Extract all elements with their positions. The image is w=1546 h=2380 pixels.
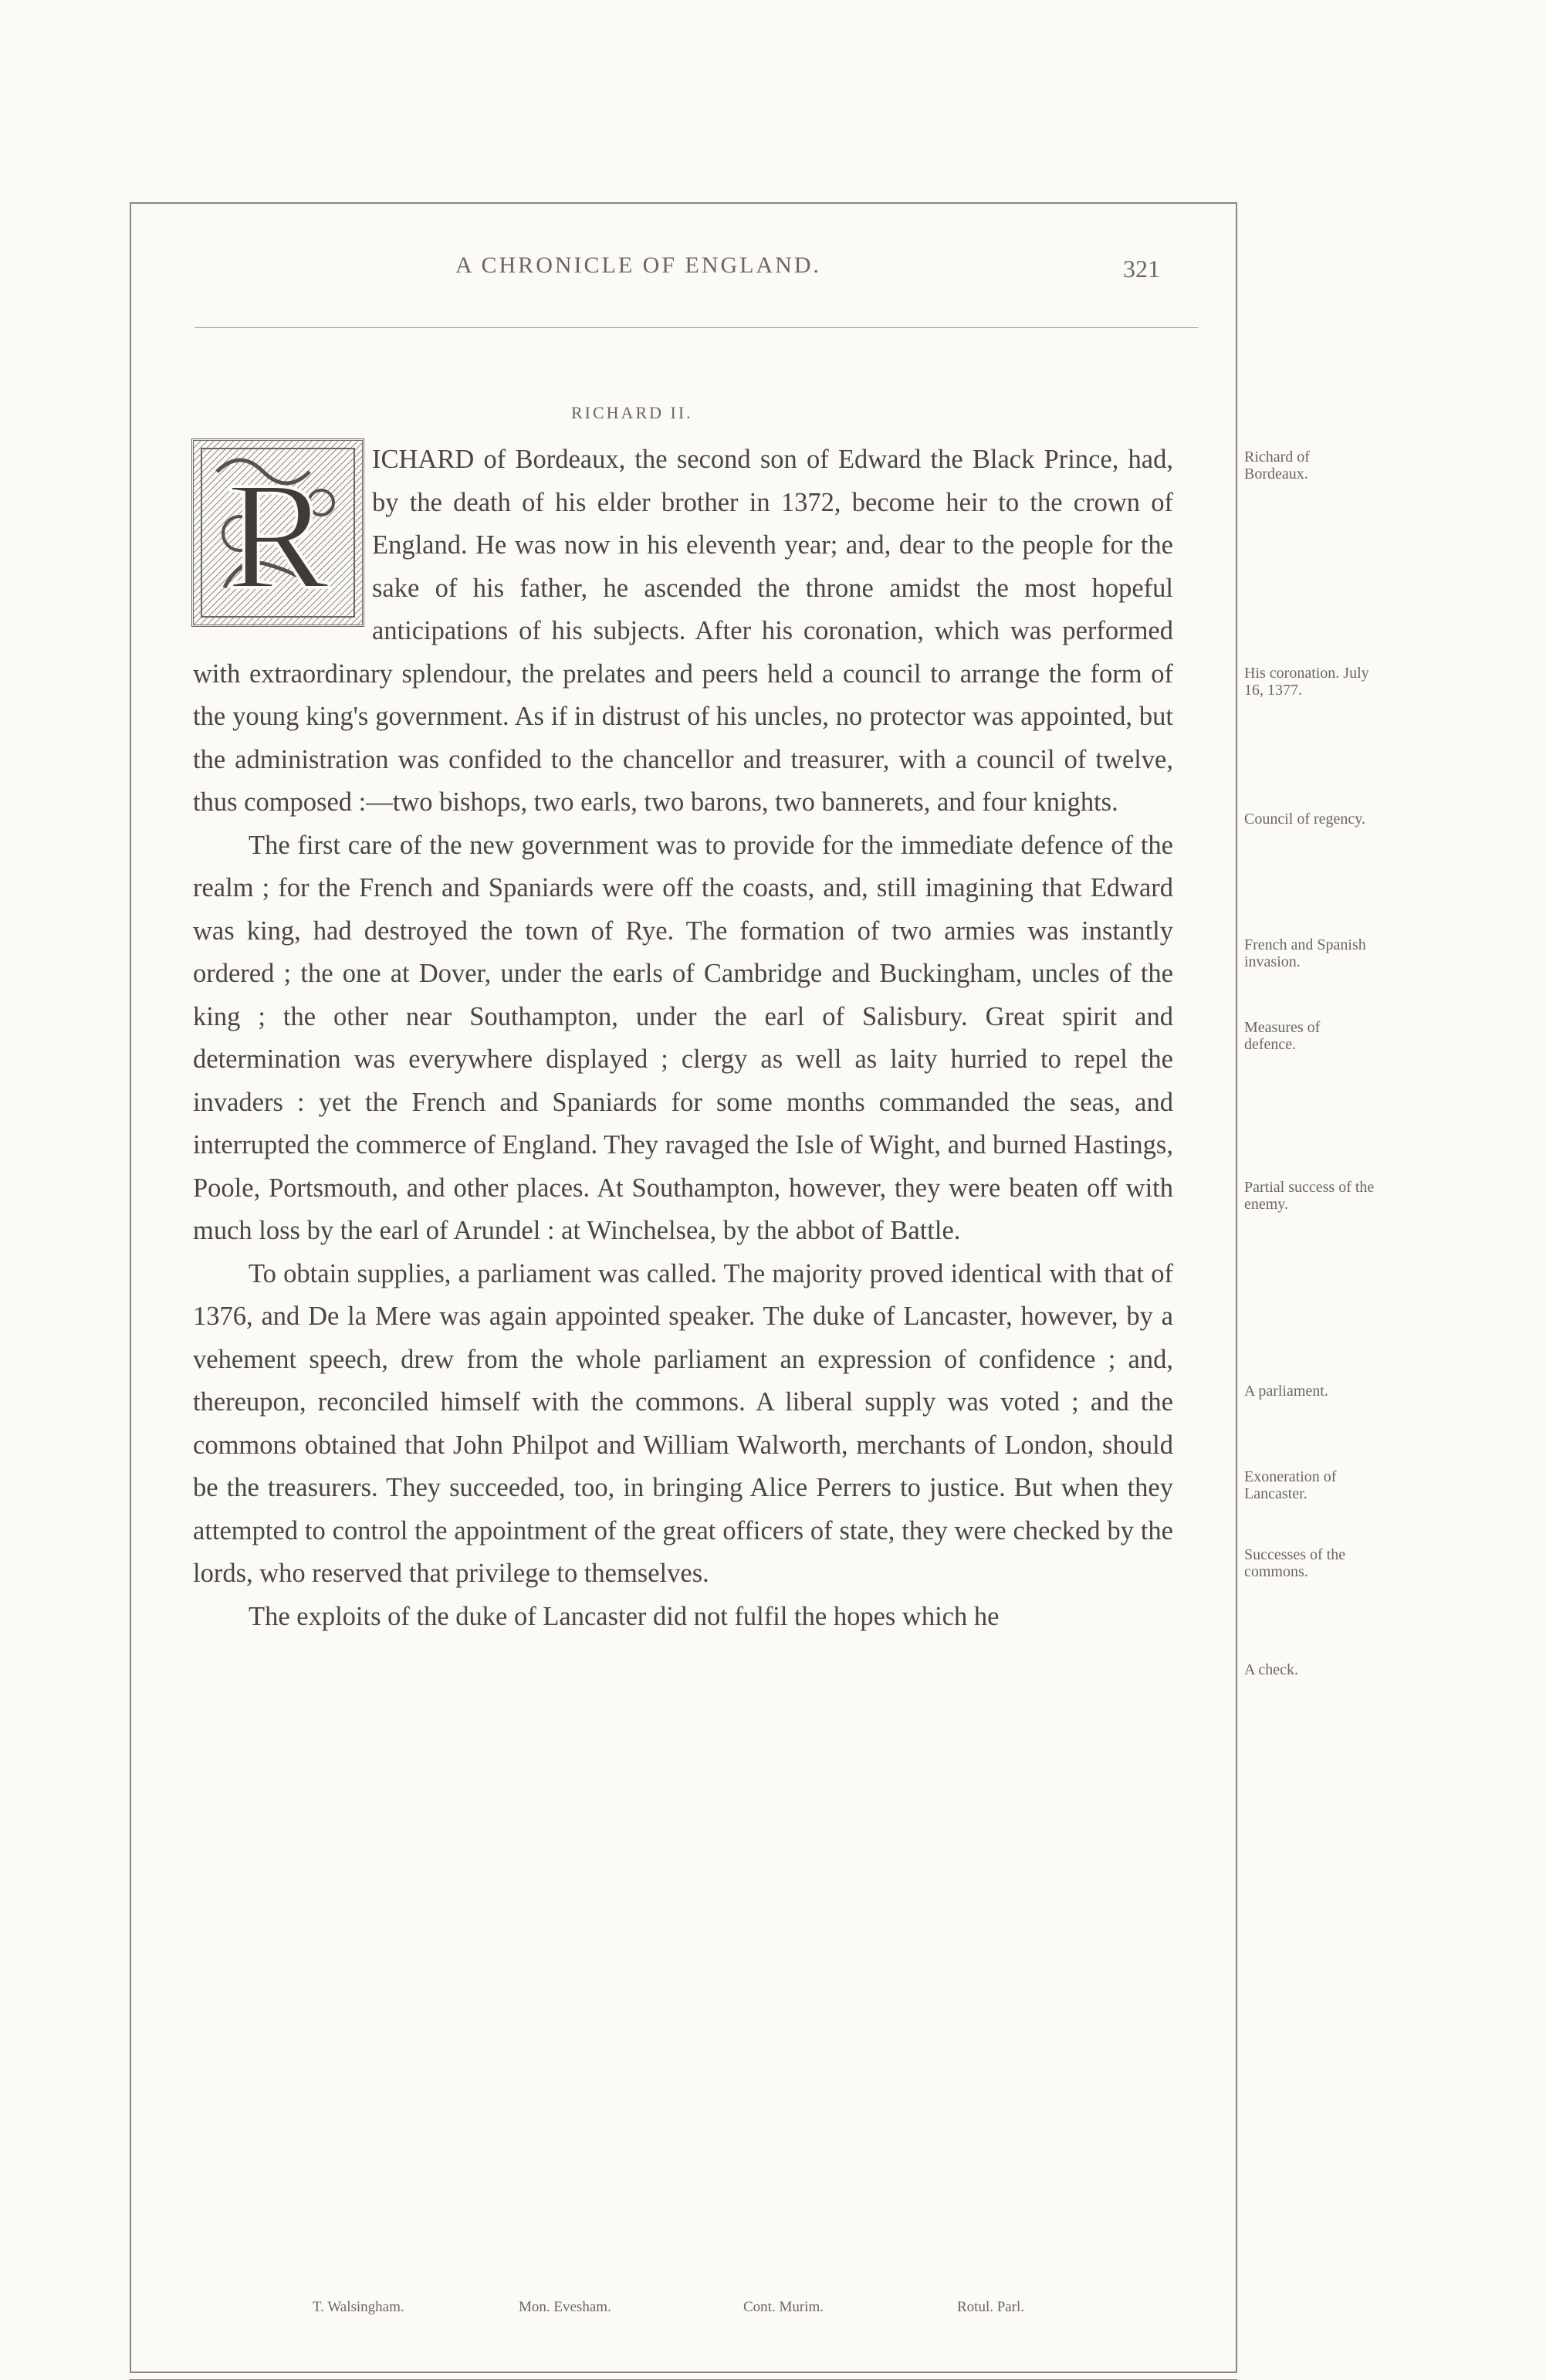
sidenote-richard-of-bordeaux: Richard of Bordeaux. — [1244, 449, 1310, 482]
sidenote-partial-success: Partial success of the enemy. — [1244, 1179, 1375, 1213]
sidenote-french-spanish-invasion: French and Spanish invasion. — [1244, 936, 1366, 970]
frame-top-rule — [130, 202, 1237, 204]
frame-right-rule — [1236, 202, 1237, 2372]
paragraph-3: To obtain supplies, a parliament was called. The majority proved identical with that of 1376, and De la Mere was again appointed speaker. The duke of Lancaster, however, by a vehement speech, drew from the whole parliament an expression of confidence ; and, thereupon, reconciled himself with the commons. A liberal supply was voted ; and the commons obtained that John Philpot and William Walworth, merchants of London, should be the treasurers. They succeeded, too, in bringing Alice Perrers to justice. But when they attempted to control the appointment of the great officers of state, they were checked by the lords, who reserved that privilege to themselves. — [193, 1258, 1173, 1588]
reference-walsingham: T. Walsingham. — [313, 2299, 404, 2315]
sidenote-council-of-regency: Council of regency. — [1244, 811, 1365, 828]
running-head: A CHRONICLE OF ENGLAND. — [455, 252, 821, 278]
sidenote-successes-of-commons: Successes of the commons. — [1244, 1546, 1346, 1580]
sidenote-coronation: His coronation. July 16, 1377. — [1244, 665, 1369, 699]
frame-left-rule — [130, 202, 131, 2372]
sidenote-exoneration-of-lancaster: Exoneration of Lancaster. — [1244, 1468, 1337, 1502]
paragraph-4: The exploits of the duke of Lancaster did not fulfil the hopes which he — [249, 1601, 1000, 1631]
source-references — [313, 2299, 1084, 2322]
paragraph-2: The first care of the new government was to provide for the immediate defence of the realm ; for the French and Spaniards were off the coasts, and, still imagining that Edward was king, had destroyed the town of Rye. The formation of two armies was instantly ordered ; the one at Dover, under the earls of Cambridge and Buckingham, uncles of the king ; the other near Southampton, under the earl of Salisbury. Great spirit and determination was everywhere displayed ; clergy as well as laity hurried to repel the invaders : yet the French and Spaniards for some months commanded the seas, and interrupted the commerce of England. They ravaged the Isle of Wight, and burned Hastings, Poole, Portsmouth, and other places. At Southampton, however, they were beaten off with much loss by the earl of Arundel : at Winchelsea, by the abbot of Battle. — [193, 830, 1173, 1245]
sidenote-a-parliament: A parliament. — [1244, 1383, 1328, 1400]
reference-evesham: Mon. Evesham. — [519, 2299, 611, 2315]
frame-bottom-rule — [130, 2372, 1237, 2373]
section-title: RICHARD II. — [571, 403, 693, 422]
paragraph-1: ICHARD of Bordeaux, the second son of Edward the Black Prince, had, by the death of his elder brother in 1372, become heir to the crown of England. He was now in his eleventh year; and, dear to the people for the sake of his father, he ascended the throne amidst the most hopeful anticipations of his subjects. After his coronation, which was performed with extraordinary splendour, the prelates and peers held a council to arrange the form of the young king's government. As if in distrust of his uncles, no protector was appointed, but the administration was confided to the chancellor and treasurer, with a council of twelve, thus composed :—two bishops, two earls, two barons, two bannerets, and four knights. — [193, 445, 1173, 817]
sidenote-measures-of-defence: Measures of defence. — [1244, 1019, 1321, 1053]
sidenote-a-check: A check. — [1244, 1661, 1298, 1678]
reference-murim: Cont. Murim. — [743, 2299, 824, 2315]
drop-cap-letter: R — [226, 451, 330, 621]
body-text — [193, 438, 1173, 1638]
reference-rotul-parl: Rotul. Parl. — [957, 2299, 1025, 2315]
header-rule — [195, 327, 1198, 328]
page-number: 321 — [1123, 255, 1160, 283]
